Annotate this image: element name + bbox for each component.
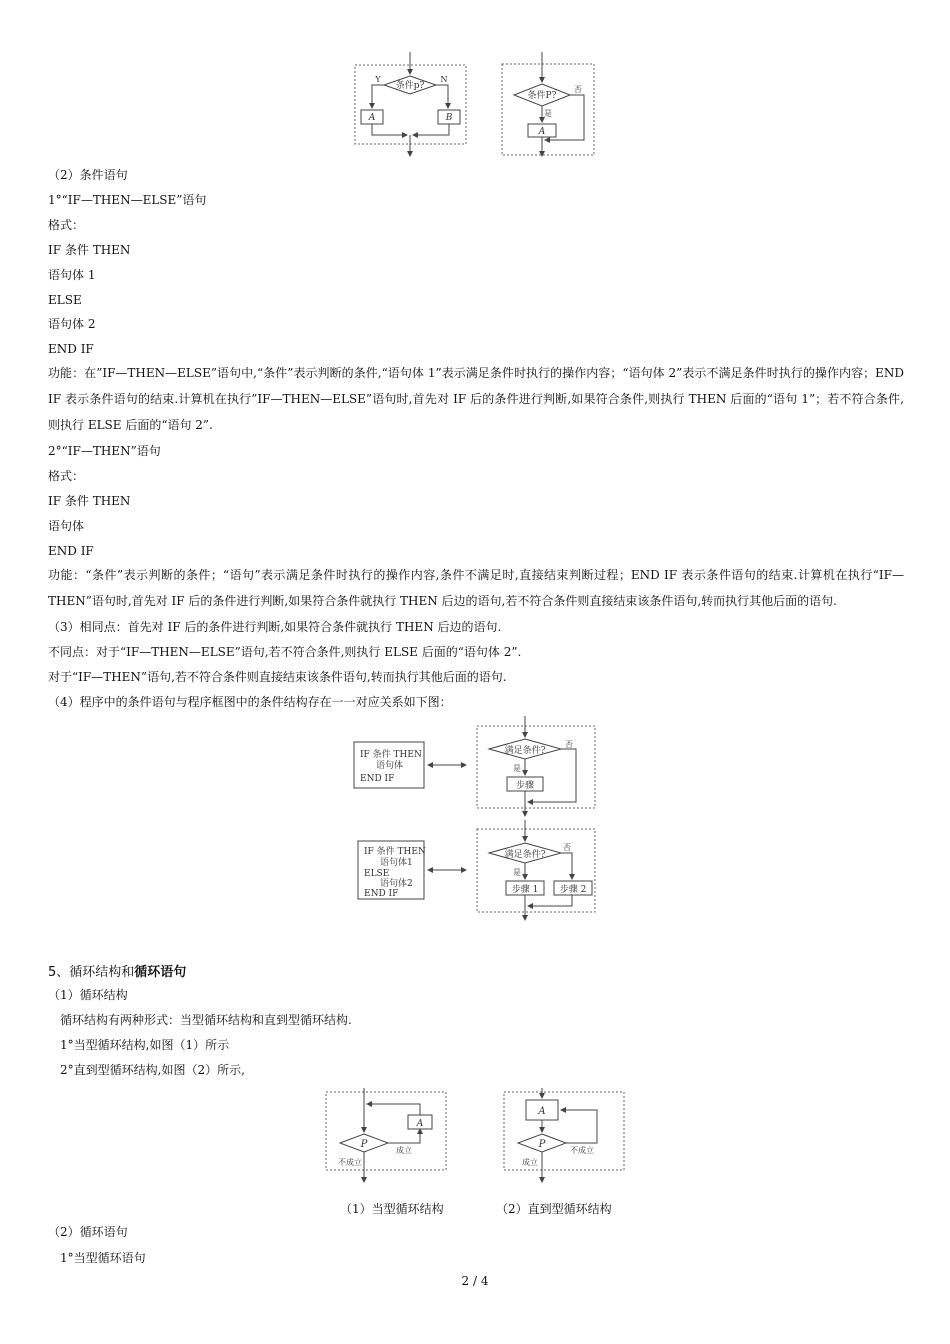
figure-caption: （1）当型循环结构 [340, 1202, 444, 1216]
section-title: （2）条件语句 [48, 168, 128, 182]
cond-label: 满足条件? [504, 850, 546, 860]
code-line: ELSE [48, 293, 82, 307]
paragraph: 1°当型循环结构,如图（1）所示 [60, 1038, 230, 1052]
svg-text:步骤 1: 步骤 1 [511, 885, 539, 895]
svg-text:ELSE: ELSE [364, 869, 390, 879]
format-label: 格式： [48, 218, 85, 232]
no-label: N [440, 75, 448, 84]
cond-label: 条件P? [527, 91, 557, 101]
cond-label: 条件p? [395, 81, 425, 91]
correspondence-figure [350, 716, 605, 922]
function-paragraph: 功能：“条件”表示判断的条件；“语句”表示满足条件时执行的操作内容,条件不满足时,直接结束判断过程；END IF 表示条件语句的结束.计算机在执行“IF—THEN”语句时,首先对 IF 后的条件进行判断,如果符合条件就执行 THEN 后边的语句,若不符合条件则直接结束该条件语句,转而执行其他后面的语句. [48, 568, 904, 608]
no-label: 否 [574, 85, 582, 94]
svg-text:END IF: END IF [360, 774, 395, 784]
while-loop-flowchart [322, 1088, 450, 1186]
yes-label: 成立 [522, 1158, 538, 1167]
svg-text:步骤: 步骤 [515, 781, 535, 791]
subsection-title: 2°“IF—THEN”语句 [48, 444, 161, 458]
paragraph: （2）循环语句 [48, 1225, 128, 1239]
svg-text:步骤 2: 步骤 2 [559, 885, 587, 895]
if-else-flowchart [352, 52, 470, 160]
svg-text:语句体2: 语句体2 [380, 879, 413, 889]
code-line: 语句体 1 [48, 268, 96, 282]
svg-text:END IF: END IF [364, 889, 399, 899]
if-then-flowchart [500, 52, 598, 160]
yes-label: 是 [513, 764, 521, 773]
no-label: 不成立 [338, 1158, 362, 1167]
no-label: 否 [563, 843, 571, 852]
svg-text:A: A [538, 127, 546, 137]
p-label: P [538, 1139, 546, 1150]
svg-text:IF 条件 THEN: IF 条件 THEN [364, 847, 426, 857]
p-label: P [360, 1139, 368, 1150]
paragraph: （1）循环结构 [48, 988, 128, 1002]
yes-label: 成立 [396, 1146, 412, 1155]
section-heading: 5、循环结构和循环语句 [48, 965, 187, 980]
paragraph: 2°直到型循环结构,如图（2）所示, [60, 1063, 245, 1077]
yes-label: 是 [513, 868, 521, 877]
code-line: IF 条件 THEN [48, 243, 131, 257]
svg-text:语句体1: 语句体1 [380, 858, 413, 868]
code-line: END IF [48, 544, 94, 558]
subsection-title: 1°“IF—THEN—ELSE”语句 [48, 193, 207, 207]
no-label: 否 [565, 740, 573, 749]
svg-text:A: A [538, 1106, 546, 1117]
cond-label: 满足条件? [504, 746, 546, 756]
function-paragraph: 功能：在”IF—THEN—ELSE”语句中,“条件”表示判断的条件,“语句体 1”表示满足条件时执行的操作内容；“语句体 2”表示不满足条件时执行的操作内容；END IF 表示条件语句的结束.计算机在执行”IF—THEN—ELSE”语句时,首先对 IF 后的条件进行判断,如果符合条件,则执行 THEN 后面的“语句 1”；若不符合条件,则执行 ELSE 后面的“语句 2”. [48, 366, 904, 432]
until-loop-flowchart [500, 1088, 628, 1186]
svg-text:B: B [445, 113, 453, 123]
paragraph: 不同点：对于“IF—THEN—ELSE”语句,若不符合条件,则执行 ELSE 后面的“语句体 2”. [48, 645, 522, 659]
code-line: 语句体 2 [48, 317, 96, 331]
paragraph: 1°当型循环语句 [60, 1251, 146, 1265]
no-label: 不成立 [570, 1146, 594, 1155]
code-line: 语句体 [48, 519, 85, 533]
code-line: IF 条件 THEN [48, 494, 131, 508]
code-line: END IF [48, 342, 94, 356]
paragraph: （4）程序中的条件语句与程序框图中的条件结构存在一一对应关系如下图： [48, 695, 452, 709]
yes-label: Y [375, 75, 381, 84]
paragraph: （3）相同点：首先对 IF 后的条件进行判断,如果符合条件就执行 THEN 后边的语句. [48, 620, 502, 634]
yes-label: 是 [544, 109, 552, 118]
svg-text:A: A [416, 1119, 424, 1129]
paragraph: 循环结构有两种形式：当型循环结构和直到型循环结构. [60, 1013, 352, 1027]
page-number: 2 / 4 [461, 1274, 489, 1288]
figure-caption: （2）直到型循环结构 [496, 1202, 612, 1216]
svg-text:语句体: 语句体 [376, 761, 404, 771]
svg-text:IF 条件 THEN: IF 条件 THEN [360, 750, 422, 760]
svg-text:A: A [368, 113, 376, 123]
paragraph: 对于“IF—THEN”语句,若不符合条件则直接结束该条件语句,转而执行其他后面的语句. [48, 670, 507, 684]
format-label: 格式： [48, 469, 85, 483]
